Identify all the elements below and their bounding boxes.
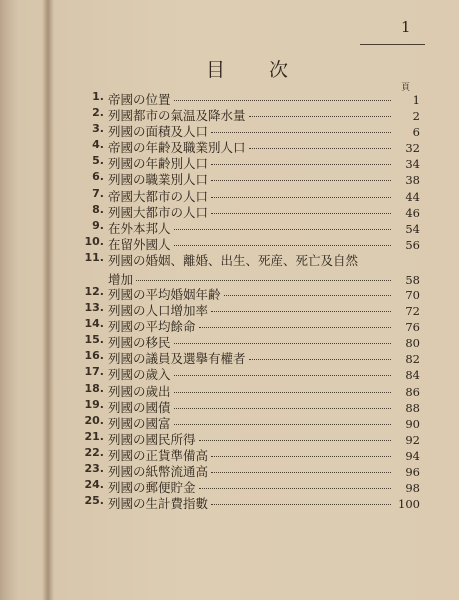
dot-leader bbox=[211, 180, 391, 181]
toc-entry bbox=[80, 154, 420, 170]
toc-entry-page: 6 bbox=[412, 125, 420, 140]
toc-entry bbox=[80, 430, 420, 446]
toc-entry-page: 44 bbox=[405, 189, 420, 204]
toc-entry-page: 54 bbox=[405, 221, 420, 236]
toc-entry-number: 1. bbox=[92, 90, 104, 103]
toc-entry-number: 21. bbox=[84, 429, 104, 443]
dot-leader bbox=[211, 472, 391, 473]
toc-entry-page: 90 bbox=[405, 416, 420, 431]
toc-entry-page: 98 bbox=[405, 481, 420, 496]
toc-entry-number: 24. bbox=[84, 478, 104, 492]
toc-entry-page: 94 bbox=[405, 448, 420, 463]
toc-entry-title: 列國の生計費指數 bbox=[108, 496, 209, 512]
toc-entry-title: 列國の議員及選擧有權者 bbox=[108, 351, 246, 367]
toc-entry-title: 列國の國富 bbox=[108, 415, 171, 431]
toc-entry-page: 88 bbox=[405, 400, 420, 415]
toc-entry-number: 7. bbox=[92, 186, 104, 200]
page-number-rule bbox=[360, 44, 425, 45]
toc-entry-page: 1 bbox=[412, 93, 420, 107]
dot-leader bbox=[211, 311, 391, 312]
toc-entry bbox=[80, 333, 420, 349]
toc-entry-number: 20. bbox=[84, 413, 104, 427]
toc-entry bbox=[80, 138, 420, 154]
toc-entry-page: 100 bbox=[398, 497, 420, 512]
toc-entry-number: 15. bbox=[84, 333, 104, 347]
toc-entry-title: 列國の紙幣流通高 bbox=[108, 463, 209, 479]
toc-entry-page: 86 bbox=[405, 384, 420, 399]
page-column-header: 頁 bbox=[401, 83, 411, 93]
toc-entry-page: 80 bbox=[405, 336, 420, 351]
toc-entry-page: 84 bbox=[405, 368, 420, 383]
dot-leader bbox=[199, 488, 391, 489]
toc-entry bbox=[80, 462, 420, 478]
toc-entry bbox=[80, 122, 420, 138]
dot-leader bbox=[249, 116, 391, 117]
toc-entry bbox=[80, 494, 420, 510]
toc-entry-page: 32 bbox=[405, 141, 420, 156]
toc-entry-number: 8. bbox=[92, 202, 104, 216]
toc-entry-title: 列國の平均婚姻年齢 bbox=[108, 286, 221, 302]
toc-entry bbox=[80, 349, 420, 365]
toc-entry-title: 列國の人口增加率 bbox=[108, 303, 209, 319]
dot-leader bbox=[174, 408, 391, 409]
dot-leader bbox=[199, 327, 391, 328]
dot-leader bbox=[199, 440, 391, 441]
dot-leader bbox=[211, 197, 391, 198]
toc-entry bbox=[80, 382, 420, 398]
toc-entry-page: 96 bbox=[405, 464, 420, 479]
toc-entry-title: 在外本邦人 bbox=[108, 220, 171, 236]
toc-entry-title: 列國の歲出 bbox=[108, 383, 171, 399]
page-title-char-2: 次 bbox=[269, 59, 291, 81]
book-spine-shadow bbox=[42, 0, 54, 600]
dot-leader bbox=[174, 100, 391, 101]
toc-entry-number: 4. bbox=[92, 138, 104, 152]
toc-entry bbox=[80, 203, 420, 219]
dot-leader bbox=[174, 392, 391, 393]
toc-entry-body bbox=[108, 494, 420, 512]
toc-entry-number: 5. bbox=[92, 154, 104, 168]
toc-entry bbox=[80, 414, 420, 430]
toc-entry-page: 76 bbox=[405, 320, 420, 335]
dot-leader bbox=[174, 343, 391, 344]
dot-leader bbox=[211, 456, 391, 457]
toc-entry-page: 2 bbox=[412, 109, 420, 124]
toc-entry-title: 在留外國人 bbox=[108, 236, 171, 252]
toc-entry-title: 列國の歲入 bbox=[108, 367, 171, 383]
toc-entry-title: 帝國の位置 bbox=[108, 92, 171, 107]
page-number: 1 bbox=[401, 18, 411, 36]
toc-entry-number: 14. bbox=[84, 317, 104, 331]
toc-entry-number: 18. bbox=[84, 381, 104, 395]
toc-entry bbox=[80, 187, 420, 203]
toc-entry-page: 92 bbox=[405, 432, 420, 447]
toc-entry-number: 2. bbox=[92, 106, 104, 120]
toc-entry-body bbox=[108, 251, 420, 288]
toc-entry bbox=[80, 365, 420, 381]
toc-entry-title-continued: 增加 bbox=[108, 271, 134, 287]
toc-entry-title: 列國の國債 bbox=[108, 399, 171, 415]
toc-entry bbox=[80, 251, 420, 285]
toc-entry-title: 列國の國民所得 bbox=[108, 431, 196, 447]
toc-entry bbox=[80, 446, 420, 462]
toc-entry-number: 13. bbox=[84, 301, 104, 315]
toc-entry bbox=[80, 219, 420, 235]
toc-entry-number: 10. bbox=[84, 234, 104, 248]
dot-leader bbox=[174, 375, 391, 376]
dot-leader bbox=[211, 213, 391, 214]
toc-entry-title: 帝國大都市の人口 bbox=[108, 188, 209, 204]
toc-entry-title: 列國の面積及人口 bbox=[108, 124, 209, 140]
toc-entry bbox=[80, 285, 420, 301]
toc-entry-number: 25. bbox=[84, 494, 104, 508]
dot-leader bbox=[211, 504, 391, 505]
toc-entry-title: 列國の職業別人口 bbox=[108, 172, 209, 188]
toc-entry bbox=[80, 317, 420, 333]
toc-entry-number: 12. bbox=[84, 284, 104, 298]
toc-entry-number: 17. bbox=[84, 365, 104, 379]
dot-leader bbox=[211, 132, 391, 133]
toc-entry bbox=[80, 398, 420, 414]
page-title bbox=[206, 55, 290, 82]
toc-entry bbox=[80, 170, 420, 186]
toc-entry-page: 46 bbox=[405, 205, 420, 220]
toc-entry-page: 38 bbox=[405, 173, 420, 188]
toc-entry bbox=[80, 478, 420, 494]
toc-entry-title: 列國大都市の人口 bbox=[108, 204, 209, 220]
toc-entry-title: 列國の郵便貯金 bbox=[108, 480, 196, 496]
toc-entry-page: 70 bbox=[405, 287, 420, 302]
toc-entry-number: 3. bbox=[92, 122, 104, 136]
dot-leader bbox=[174, 424, 391, 425]
toc-entry-title: 列國の正貨準備高 bbox=[108, 447, 209, 463]
toc-entry bbox=[80, 106, 420, 122]
toc-entry-page: 56 bbox=[405, 237, 420, 252]
toc-entry-title: 列國の年齢別人口 bbox=[108, 156, 209, 172]
toc-entry-title: 列國都市の氣温及降水量 bbox=[108, 108, 246, 124]
dot-leader bbox=[174, 229, 391, 230]
toc-entry-title: 列國の平均餘命 bbox=[108, 319, 196, 335]
toc-entry-page: 72 bbox=[405, 304, 420, 319]
toc-entry-title: 列國の婚姻、離婚、出生、死産、死亡及自然 bbox=[108, 252, 359, 268]
toc-entry-page: 34 bbox=[405, 157, 420, 172]
dot-leader bbox=[174, 245, 391, 246]
toc-entry-number: 6. bbox=[92, 170, 104, 184]
toc-entry-number: 16. bbox=[84, 349, 104, 363]
toc-entry bbox=[80, 90, 420, 106]
dot-leader bbox=[211, 164, 391, 165]
dot-leader bbox=[224, 295, 391, 296]
toc-entry-number: 19. bbox=[84, 397, 104, 411]
toc-entry-page: 58 bbox=[405, 272, 420, 287]
table-of-contents bbox=[80, 90, 420, 510]
dot-leader bbox=[249, 148, 391, 149]
toc-entry-number: 9. bbox=[92, 218, 104, 232]
dot-leader bbox=[249, 359, 391, 360]
page-title-char-1: 目 bbox=[206, 59, 228, 81]
toc-entry bbox=[80, 235, 420, 251]
toc-entry-number: 22. bbox=[84, 445, 104, 459]
dot-leader bbox=[136, 280, 391, 281]
toc-entry-number: 11. bbox=[84, 250, 104, 264]
toc-entry-page: 82 bbox=[405, 352, 420, 367]
toc-entry bbox=[80, 301, 420, 317]
toc-entry-number: 23. bbox=[84, 461, 104, 475]
toc-entry-title: 帝國の年齢及職業別人口 bbox=[108, 140, 246, 156]
toc-entry-title: 列國の移民 bbox=[108, 335, 171, 351]
